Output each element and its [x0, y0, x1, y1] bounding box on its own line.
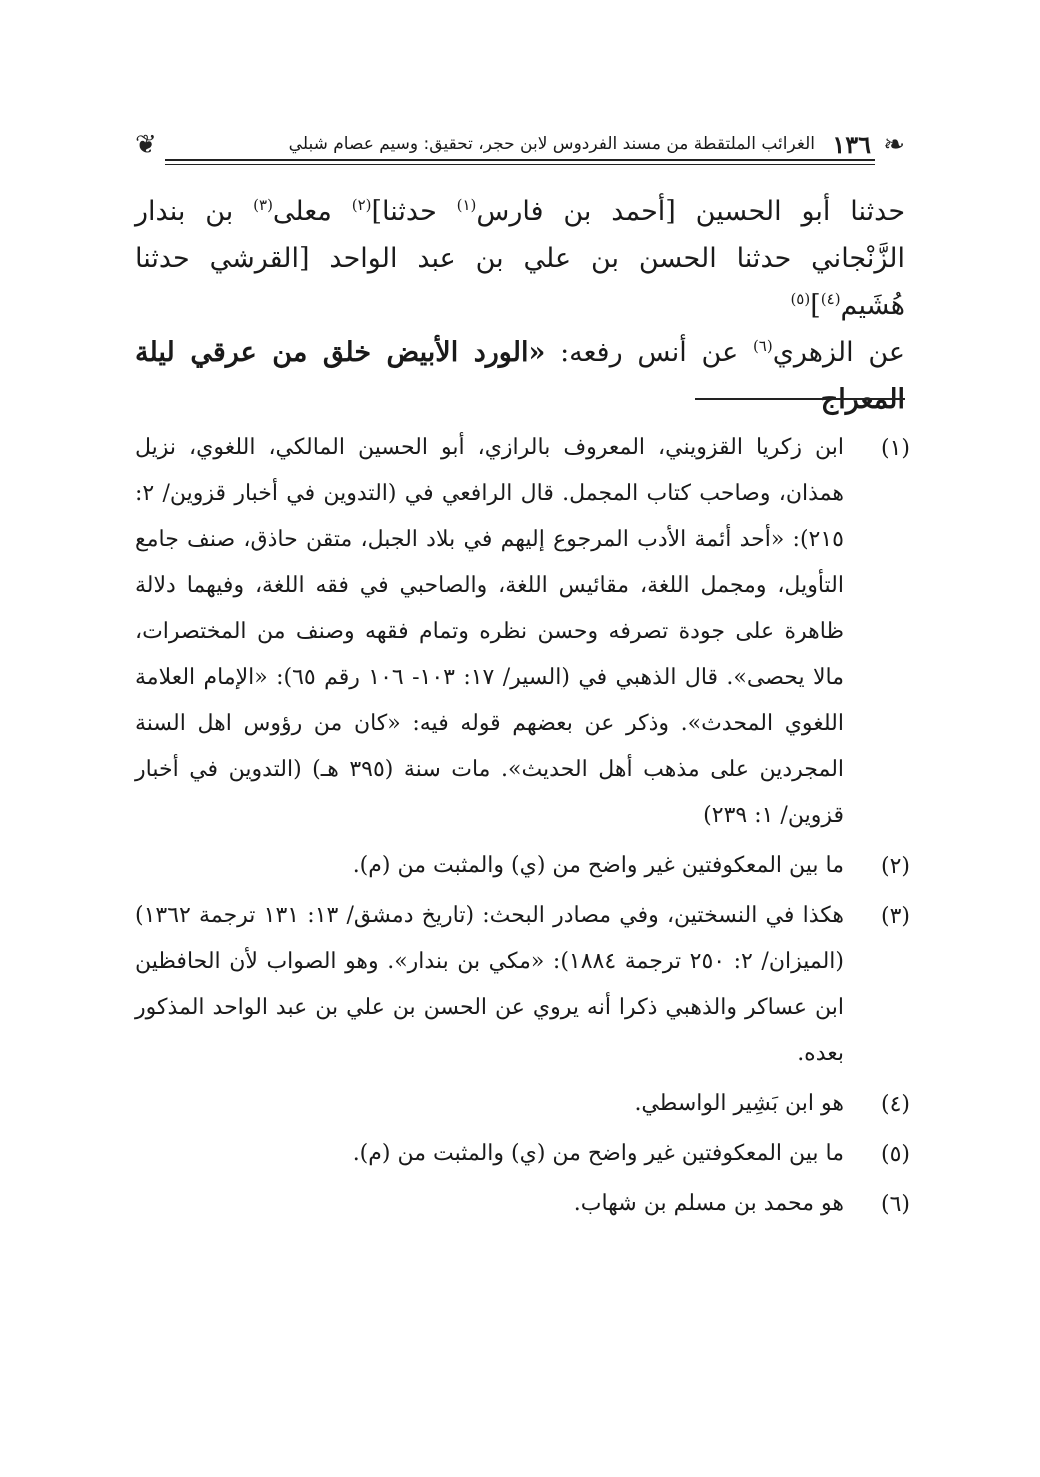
- main-line: عن الزهري$^{(٦)}$ عن أنس رفعه: «الورد الأبيض خلق من عرقي ليلة المعراج: [135, 337, 906, 415]
- footnote-ref[interactable]: (١): [456, 196, 477, 214]
- footnote-ref[interactable]: (٦): [752, 337, 773, 355]
- footnote-separator: [695, 398, 905, 400]
- running-header: [135, 128, 905, 168]
- header-rule: [165, 164, 875, 165]
- footnote-number: (٥): [880, 1142, 910, 1167]
- main-text: [135, 188, 905, 423]
- footnote-ref[interactable]: (٣): [253, 196, 273, 214]
- main-line: حدثنا أبو الحسين [أحمد بن فارس$^{(١)}$ حدثنا]$^{(٢)}$ معلى$^{(٣)}$ بن بندار: [135, 196, 906, 227]
- footnotes: [135, 425, 910, 1231]
- footnote: [135, 1081, 910, 1127]
- footnote: [135, 425, 910, 839]
- footnote-number: (٦): [880, 1192, 910, 1217]
- footnote-ref[interactable]: (٢): [351, 196, 372, 214]
- footnote-number: (١): [880, 436, 910, 461]
- ornament-icon: ❦: [135, 130, 157, 160]
- footnote-ref[interactable]: (٥): [790, 290, 811, 308]
- footnote-text: ابن زكريا القزويني، المعروف بالرازي، أبو الحسين المالكي، اللغوي، نزيل همذان، وصاحب كتاب المجمل. قال الرافعي في (التدوين في أخبار قزوين/ ٢: ٢١٥): «أحد أئمة الأدب المرجوع إليهم في بلاد الجبل، متقن حاذق، صنف جامع التأويل، ومجمل اللغة، مقائيس اللغة، والصاحبي في فقه اللغة، وفيهما دلالة ظاهرة على جودة تصرفه وحسن نظره وتمام فقهه وصنف من المختصرات، مالا يحصى». قال الذهبي في (السير/ ١٧: ١٠٣- ١٠٦ رقم ٦٥): «الإمام العلامة اللغوي المحدث». وذكر عن بعضهم قوله فيه: «كان من رؤوس اهل السنة المجردين على مذهب أهل الحديث». مات سنة (٣٩٥ هـ) (التدوين في أخبار قزوين/ ١: ٢٣٩): [135, 435, 845, 828]
- footnote: [135, 893, 910, 1077]
- footnote-number: (٣): [880, 904, 910, 929]
- footnote: [135, 1131, 910, 1177]
- footnote-text: ما بين المعكوفتين غير واضح من (ي) والمثبت من (م).: [352, 853, 844, 878]
- footnote-ref[interactable]: (٤): [820, 290, 841, 308]
- footnote: [135, 1181, 910, 1227]
- book-title: الغرائب الملتقطة من مسند الفردوس لابن حجر، تحقيق: وسيم عصام شبلي: [288, 134, 815, 154]
- page-number: ١٣٦: [832, 130, 871, 159]
- hadith-text: «الورد الأبيض خلق من عرقي ليلة المعراج: [135, 337, 905, 415]
- header-rule: [165, 159, 875, 161]
- footnote-text: ما بين المعكوفتين غير واضح من (ي) والمثبت من (م).: [352, 1141, 844, 1166]
- footnote: [135, 843, 910, 889]
- footnote-number: (٤): [880, 1092, 910, 1117]
- ornament-icon: ❧: [883, 130, 905, 160]
- footnote-text: هو ابن بَشِير الواسطي.: [634, 1091, 844, 1116]
- main-line: الزَّنْجاني حدثنا الحسن بن علي بن عبد الواحد [القرشي حدثنا هُشَيم$^{(٤)}$]$^{(٥)}$: [135, 243, 905, 321]
- footnote-text: هكذا في النسختين، وفي مصادر البحث: (تاريخ دمشق/ ١٣: ١٣١ ترجمة ١٣٦٢) (الميزان/ ٢: ٢٥٠ ترجمة ١٨٨٤): «مكي بن بندار». وهو الصواب لأن الحافظين ابن عساكر والذهبي ذكرا أنه يروي عن الحسن بن علي بن عبد الواحد المذكور بعده.: [135, 903, 844, 1066]
- footnote-number: (٢): [880, 854, 910, 879]
- footnote-text: هو محمد بن مسلم بن شهاب.: [573, 1191, 844, 1216]
